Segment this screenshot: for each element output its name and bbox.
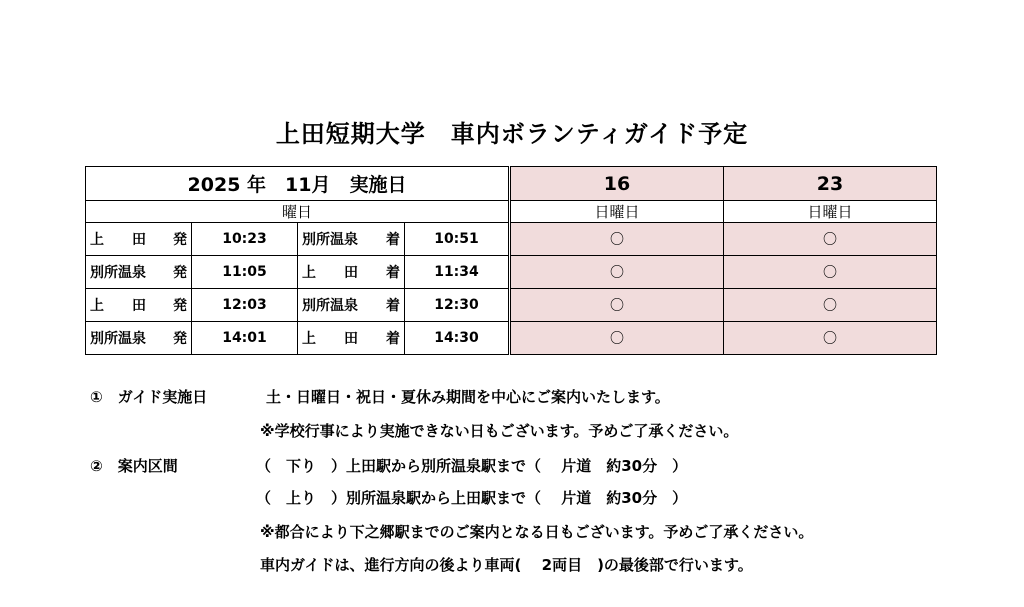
availability-mark: 〇 <box>510 223 724 256</box>
arrival-label: 着 <box>386 331 400 347</box>
table-row <box>86 256 937 289</box>
note2-guide: 車内ガイドは、進行方向の後より車両( 2両目 )の最後部で行います。 <box>260 556 753 574</box>
table-row <box>86 322 937 355</box>
availability-mark: 〇 <box>510 289 724 322</box>
arrival-time: 14:30 <box>405 322 510 355</box>
departure-time: 10:23 <box>192 223 298 256</box>
arrival-label: 着 <box>386 298 400 314</box>
to-station: 別所温泉 <box>302 232 358 248</box>
date-cell: 23 <box>724 167 937 201</box>
table-row <box>86 223 937 256</box>
note2-label: ② 案内区間 <box>90 457 178 475</box>
page-title: 上田短期大学 車内ボランティガイド予定 <box>275 120 749 148</box>
date-cell: 16 <box>510 167 724 201</box>
to-station: 上 田 <box>302 331 358 347</box>
note1-label: ① ガイド実施日 <box>90 388 208 406</box>
table-row <box>86 289 937 322</box>
availability-mark: 〇 <box>724 289 937 322</box>
to-station: 上 田 <box>302 265 358 281</box>
departure-label: 発 <box>173 331 187 347</box>
weekday-cell: 日曜日 <box>510 201 724 223</box>
arrival-label: 着 <box>386 265 400 281</box>
arrival-label: 着 <box>386 232 400 248</box>
note2-sub: ※都合により下之郷駅までのご案内となる日もございます。予めご了承ください。 <box>260 523 814 541</box>
weekday-label: 曜日 <box>86 201 510 223</box>
month-header: 2025 年 11月 実施日 <box>86 167 510 201</box>
note2-line2: （ 上り ）別所温泉駅から上田駅まで（ 片道 約30分 ） <box>256 489 688 507</box>
to-station: 別所温泉 <box>302 298 358 314</box>
departure-time: 11:05 <box>192 256 298 289</box>
availability-mark: 〇 <box>724 322 937 355</box>
note1-text: 土・日曜日・祝日・夏休み期間を中心にご案内いたします。 <box>266 388 670 406</box>
arrival-time: 11:34 <box>405 256 510 289</box>
availability-mark: 〇 <box>510 256 724 289</box>
note2-line1: （ 下り ）上田駅から別所温泉駅まで（ 片道 約30分 ） <box>256 457 688 475</box>
departure-label: 発 <box>173 232 187 248</box>
departure-label: 発 <box>173 298 187 314</box>
availability-mark: 〇 <box>724 223 937 256</box>
weekday-cell: 日曜日 <box>724 201 937 223</box>
departure-time: 12:03 <box>192 289 298 322</box>
availability-mark: 〇 <box>724 256 937 289</box>
from-station: 上 田 <box>90 298 146 314</box>
note1-sub: ※学校行事により実施できない日もございます。予めご了承ください。 <box>260 422 739 440</box>
arrival-time: 12:30 <box>405 289 510 322</box>
arrival-time: 10:51 <box>405 223 510 256</box>
schedule-table <box>85 166 937 355</box>
from-station: 別所温泉 <box>90 265 146 281</box>
from-station: 上 田 <box>90 232 146 248</box>
departure-label: 発 <box>173 265 187 281</box>
availability-mark: 〇 <box>510 322 724 355</box>
from-station: 別所温泉 <box>90 331 146 347</box>
departure-time: 14:01 <box>192 322 298 355</box>
